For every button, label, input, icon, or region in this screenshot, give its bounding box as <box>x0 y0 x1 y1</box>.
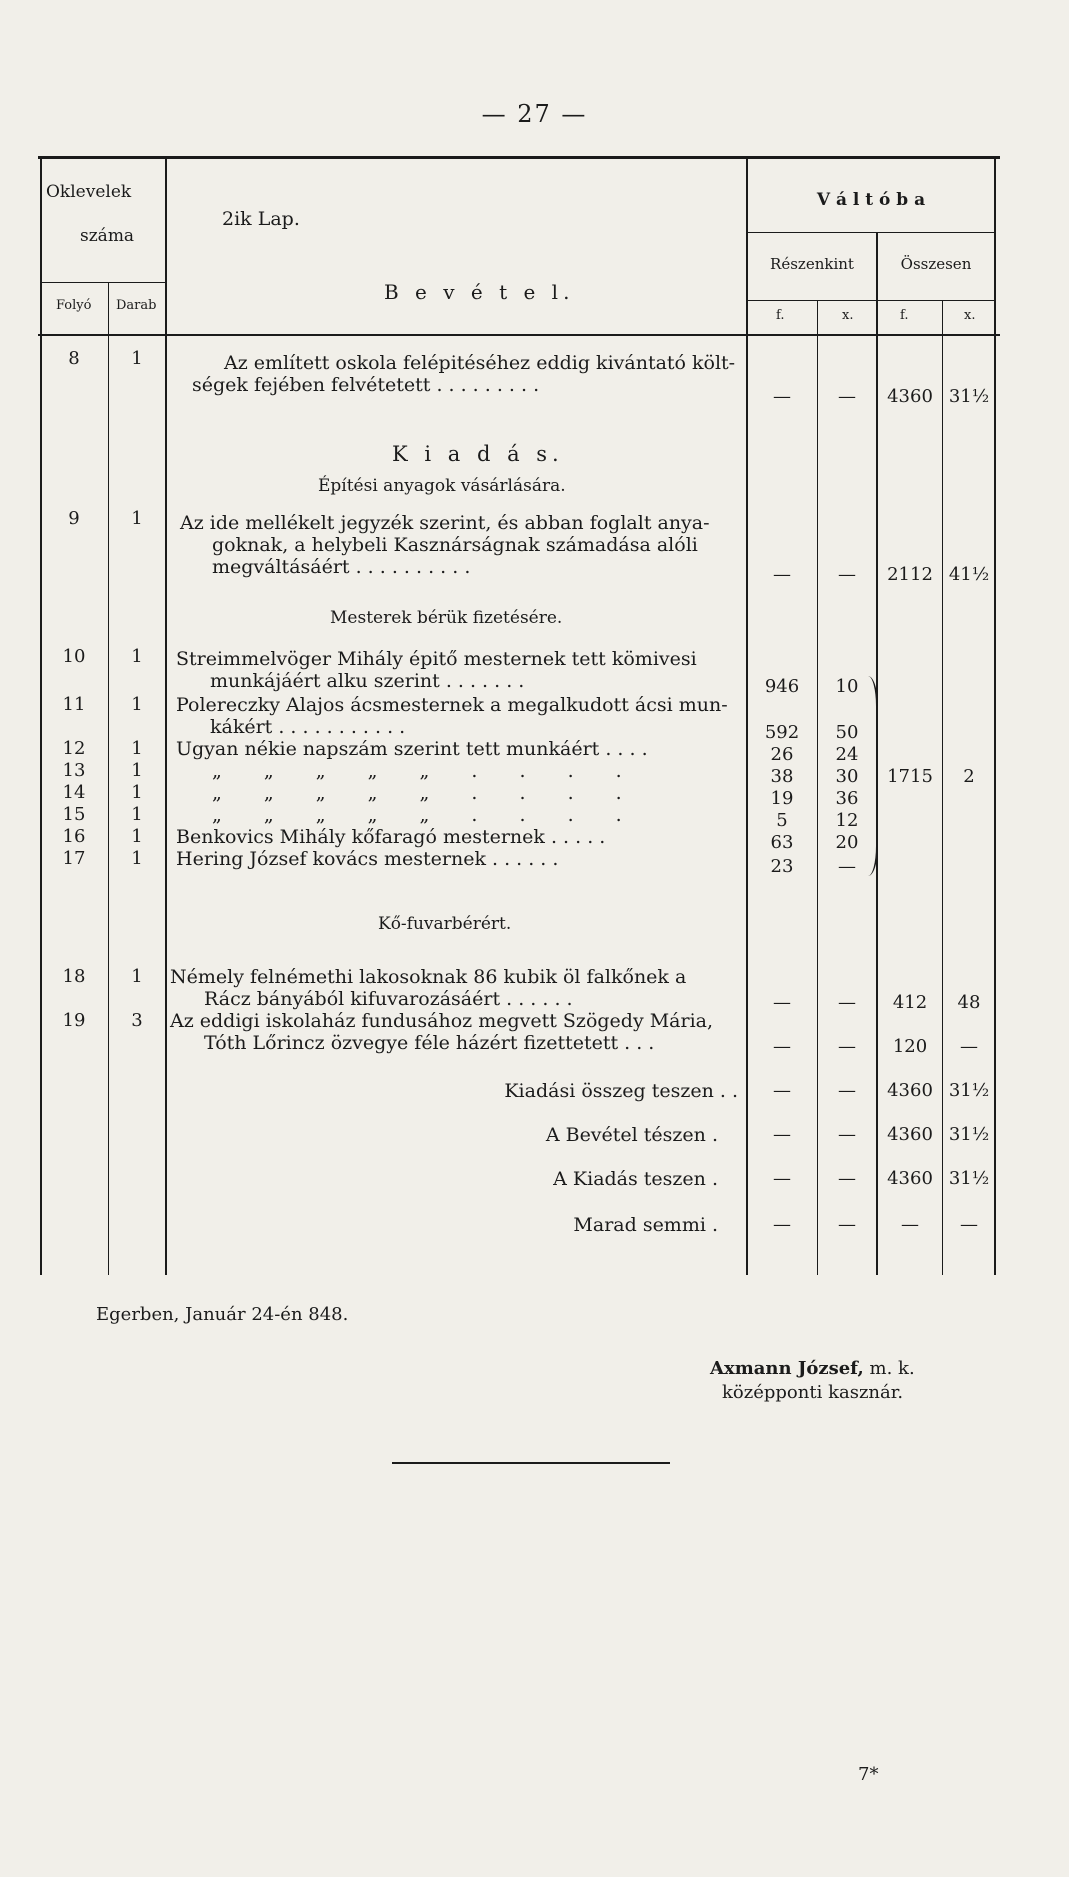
valto-f-x-rule <box>746 300 996 301</box>
row-18-reszenkint-x: — <box>838 992 856 1013</box>
row-8-osszesen-x: 31½ <box>948 386 990 407</box>
row-8-reszenkint-x: — <box>838 386 856 407</box>
row-11-reszenkint-x: 50 <box>835 722 859 743</box>
row-8-reszenkint-f: — <box>773 386 791 407</box>
left-border <box>40 157 42 1275</box>
row-19-reszenkint-x: — <box>838 1036 856 1057</box>
mesterek-heading: Mesterek bérük fizetésére. <box>330 608 563 628</box>
row-11-line2: kákért . . . . . . . . . . . <box>210 716 406 738</box>
row-9-line3: megváltásáért . . . . . . . . . . <box>212 556 471 578</box>
row-8-darab: 1 <box>131 348 143 369</box>
summary-kiadasi-reszenkint-x: — <box>838 1080 856 1101</box>
row-19-darab: 3 <box>131 1010 143 1031</box>
row-14-folyo: 14 <box>62 782 86 803</box>
row-9-osszesen-f: 2112 <box>887 564 933 585</box>
summary-marad-reszenkint-x: — <box>838 1214 856 1235</box>
row-18-line2: Rácz bányából kifuvarozásáért . . . . . . <box>204 988 573 1010</box>
summary-marad-reszenkint-f: — <box>773 1214 791 1235</box>
table-header-bottom-rule <box>38 334 1000 336</box>
signature <box>710 1358 915 1379</box>
row-16-reszenkint-x: 20 <box>835 832 859 853</box>
closing-rule <box>392 1462 670 1464</box>
row-17-reszenkint-f: 23 <box>770 856 794 877</box>
row-10-darab: 1 <box>131 646 143 667</box>
signature-name: Axmann József, <box>710 1358 864 1379</box>
mesterek-bracket <box>866 676 878 876</box>
row-13-reszenkint-f: 38 <box>770 766 794 787</box>
mesterek-total-f: 1715 <box>887 766 933 787</box>
row-9-line2: goknak, a helybeli Kasznárságnak számadása alóli <box>212 534 698 556</box>
row-12-line1: Ugyan nékie napszám szerint tett munkáért . . . . <box>176 738 648 760</box>
summary-kiadasi-label: Kiadási összeg teszen . . <box>504 1080 738 1102</box>
summary-kiadas-osszesen-x: 31½ <box>948 1168 990 1189</box>
text-valto-divider <box>746 157 748 1275</box>
row-8-line1: Az említett oskola felépitéséhez eddig kivántató költ- <box>224 352 736 374</box>
summary-marad-osszesen-f: — <box>901 1214 919 1235</box>
reszenkint-f-x-divider <box>817 300 818 1275</box>
summary-bevetel-reszenkint-f: — <box>773 1124 791 1145</box>
summary-bevetel-osszesen-f: 4360 <box>887 1124 933 1145</box>
row-10-line2: munkájáért alku szerint . . . . . . . <box>210 670 525 692</box>
row-14-reszenkint-f: 19 <box>770 788 794 809</box>
row-16-line1: Benkovics Mihály kőfaragó mesternek . . . . . <box>176 826 606 848</box>
row-18-osszesen-f: 412 <box>892 992 928 1013</box>
row-11-line1: Polereczky Alajos ácsmesternek a megalkudott ácsi mun- <box>176 694 728 716</box>
osszesen-f-header: f. <box>900 308 909 323</box>
osszesen-header: Összesen <box>900 255 972 273</box>
osszesen-x-header: x. <box>964 308 976 323</box>
row-19-osszesen-f: 120 <box>892 1036 928 1057</box>
reszenkint-f-header: f. <box>776 308 785 323</box>
row-18-darab: 1 <box>131 966 143 987</box>
folyo-darab-divider <box>108 283 109 1275</box>
page-number: — 27 — <box>481 100 588 128</box>
row-12-reszenkint-x: 24 <box>835 744 859 765</box>
valto-subheader-rule <box>746 232 996 233</box>
reszenkint-header: Részenkint <box>770 255 854 273</box>
row-10-reszenkint-f: 946 <box>764 676 800 697</box>
row-10-line1: Streimmelvöger Mihály épitő mesternek tett kömivesi <box>176 648 697 670</box>
row-9-folyo: 9 <box>68 508 80 529</box>
row-9-line1: Az ide mellékelt jegyzék szerint, és abban foglalt anya- <box>180 512 710 534</box>
epitesi-heading: Építési anyagok vásárlására. <box>318 476 566 496</box>
row-14-line1: „ „ „ „ „ . . . . <box>212 782 622 804</box>
row-17-reszenkint-x: — <box>838 856 856 877</box>
osszesen-f-x-divider <box>942 300 943 1275</box>
oklevelek-column-divider <box>165 157 167 1275</box>
row-15-folyo: 15 <box>62 804 86 825</box>
row-13-reszenkint-x: 30 <box>835 766 859 787</box>
oklevelek-header: Oklevelek <box>46 182 132 202</box>
row-17-line1: Hering József kovács mesternek . . . . . . <box>176 848 559 870</box>
signature-title: középponti kasznár. <box>722 1382 904 1403</box>
summary-kiadas-reszenkint-f: — <box>773 1168 791 1189</box>
row-15-darab: 1 <box>131 804 143 825</box>
row-11-reszenkint-f: 592 <box>764 722 800 743</box>
row-14-darab: 1 <box>131 782 143 803</box>
row-15-reszenkint-f: 5 <box>776 810 788 831</box>
kiadas-heading: K i a d á s. <box>392 442 564 466</box>
summary-bevetel-reszenkint-x: — <box>838 1124 856 1145</box>
row-19-reszenkint-f: — <box>773 1036 791 1057</box>
summary-kiadasi-reszenkint-f: — <box>773 1080 791 1101</box>
row-9-darab: 1 <box>131 508 143 529</box>
row-10-reszenkint-x: 10 <box>835 676 859 697</box>
row-13-line1: „ „ „ „ „ . . . . <box>212 760 622 782</box>
row-11-darab: 1 <box>131 694 143 715</box>
summary-bevetel-label: A Bevétel tészen . <box>545 1124 718 1146</box>
row-8-line2: ségek fejében felvétetett . . . . . . . . . <box>192 374 540 396</box>
row-18-osszesen-x: 48 <box>957 992 981 1013</box>
row-12-reszenkint-f: 26 <box>770 744 794 765</box>
signature-suffix: m. k. <box>869 1358 915 1379</box>
row-11-folyo: 11 <box>62 694 86 715</box>
row-17-darab: 1 <box>131 848 143 869</box>
bevetel-heading: B e v é t e l. <box>384 280 575 304</box>
place-date: Egerben, Január 24-én 848. <box>96 1304 349 1325</box>
row-17-folyo: 17 <box>62 848 86 869</box>
summary-bevetel-osszesen-x: 31½ <box>948 1124 990 1145</box>
darab-header: Darab <box>116 298 157 313</box>
sheet-mark: 7* <box>858 1764 879 1785</box>
row-16-darab: 1 <box>131 826 143 847</box>
row-13-darab: 1 <box>131 760 143 781</box>
row-18-reszenkint-f: — <box>773 992 791 1013</box>
row-10-folyo: 10 <box>62 646 86 667</box>
row-15-line1: „ „ „ „ „ . . . . <box>212 804 622 826</box>
right-border <box>994 157 996 1275</box>
summary-kiadasi-osszesen-x: 31½ <box>948 1080 990 1101</box>
row-19-line1: Az eddigi iskolaház fundusához megvett Szögedy Mária, <box>170 1010 714 1032</box>
oklevelek-subheader-rule <box>40 282 166 283</box>
row-19-line2: Tóth Lőrincz özvegye féle házért fizettetett . . . <box>204 1032 655 1054</box>
row-15-reszenkint-x: 12 <box>835 810 859 831</box>
page-reference: 2ik Lap. <box>222 208 300 230</box>
row-16-folyo: 16 <box>62 826 86 847</box>
summary-kiadasi-osszesen-f: 4360 <box>887 1080 933 1101</box>
kofuvar-heading: Kő-fuvarbérért. <box>378 914 512 934</box>
summary-marad-label: Marad semmi . <box>573 1214 718 1236</box>
row-9-osszesen-x: 41½ <box>948 564 990 585</box>
row-18-line1: Némely felnémethi lakosoknak 86 kubik öl falkőnek a <box>170 966 687 988</box>
row-19-folyo: 19 <box>62 1010 86 1031</box>
row-8-osszesen-f: 4360 <box>887 386 933 407</box>
row-8-folyo: 8 <box>68 348 80 369</box>
reszenkint-x-header: x. <box>842 308 854 323</box>
row-9-reszenkint-f: — <box>773 564 791 585</box>
row-16-reszenkint-f: 63 <box>770 832 794 853</box>
row-14-reszenkint-x: 36 <box>835 788 859 809</box>
table-top-rule <box>38 156 1000 159</box>
folyo-header: Folyó <box>56 298 92 313</box>
summary-kiadas-label: A Kiadás teszen . <box>553 1168 718 1190</box>
row-12-darab: 1 <box>131 738 143 759</box>
summary-kiadas-osszesen-f: 4360 <box>887 1168 933 1189</box>
summary-marad-osszesen-x: — <box>960 1214 978 1235</box>
valtoba-header: V á l t ó b a <box>816 190 926 210</box>
mesterek-total-x: 2 <box>963 766 975 787</box>
summary-kiadas-reszenkint-x: — <box>838 1168 856 1189</box>
row-19-osszesen-x: — <box>960 1036 978 1057</box>
szama-header: száma <box>80 226 135 246</box>
row-18-folyo: 18 <box>62 966 86 987</box>
row-13-folyo: 13 <box>62 760 86 781</box>
row-12-folyo: 12 <box>62 738 86 759</box>
row-9-reszenkint-x: — <box>838 564 856 585</box>
